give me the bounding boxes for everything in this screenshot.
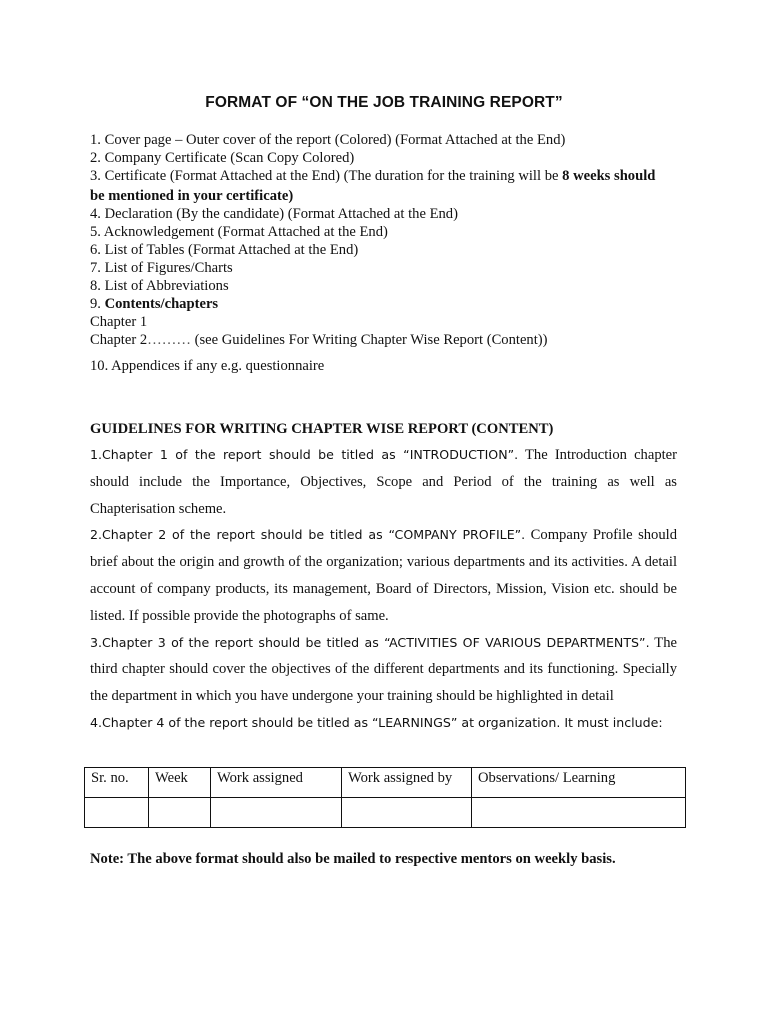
table-header-sr-no: Sr. no.: [85, 768, 149, 798]
table-cell: [472, 798, 686, 828]
list-item-acknowledgement: 5. Acknowledgement (Format Attached at the End): [90, 224, 388, 240]
list-item-cover-page: 1. Cover page – Outer cover of the report (Colored) (Format Attached at the End): [90, 132, 566, 148]
table-cell: [211, 798, 342, 828]
list-item-certificate-continued: be mentioned in your certificate): [90, 188, 294, 204]
list-item-company-certificate: 2. Company Certificate (Scan Copy Colored): [90, 150, 355, 166]
table-header-observations: Observations/ Learning: [472, 768, 686, 798]
list-item-list-of-figures: 7. List of Figures/Charts: [90, 260, 233, 276]
table-cell: [149, 798, 211, 828]
chapter-2-label: Chapter 2: [90, 332, 148, 348]
weekly-mail-note: Note: The above format should also be mailed to respective mentors on weekly basis.: [90, 851, 616, 867]
table-cell: [85, 798, 149, 828]
page-title: FORMAT OF “ON THE JOB TRAINING REPORT”: [205, 94, 563, 111]
guideline-chapter-2-title: 2.Chapter 2 of the report should be titled as “COMPANY PROFILE”.: [90, 527, 526, 543]
guideline-chapter-2-text: Company Profile should brief about the origin and growth of the organization; various departments and its activities. A detail account of company products, its management, Board of Directors, Mission, Vision etc. should be listed. If possible provide the photographs of same.: [90, 527, 678, 624]
learnings-table: [84, 767, 686, 828]
guidelines-body: [90, 442, 677, 737]
list-item-chapter-1: Chapter 1: [90, 314, 148, 330]
list-item-certificate: [90, 167, 690, 185]
guideline-chapter-3: [90, 630, 677, 710]
list-item-appendices: 10. Appendices if any e.g. questionnaire: [90, 358, 325, 374]
list-item-contents-label: Contents/chapters: [104, 296, 219, 312]
guideline-chapter-1-text: The Introduction chapter should include the Importance, Objectives, Scope and Period of the training as well as Chapterisation scheme.: [90, 447, 678, 517]
table-header-work-assigned-by: Work assigned by: [342, 768, 472, 798]
list-item-certificate-bold: 8 weeks should: [562, 168, 656, 184]
list-item-contents-number: 9.: [90, 296, 105, 312]
list-item-chapter-2: [90, 331, 690, 349]
table-header-row: [85, 768, 686, 798]
list-item-contents: [90, 295, 690, 313]
chapter-2-note: (see Guidelines For Writing Chapter Wise Report (Content)): [190, 332, 548, 348]
table-header-week: Week: [149, 768, 211, 798]
guideline-chapter-1: [90, 442, 677, 522]
list-item-list-of-tables: 6. List of Tables (Format Attached at the End): [90, 242, 359, 258]
guideline-chapter-2: [90, 522, 677, 629]
guideline-chapter-4-title: 4.Chapter 4 of the report should be titled as “LEARNINGS” at organization. It must include:: [90, 714, 663, 730]
table-row: [85, 798, 686, 828]
guideline-chapter-4: [90, 710, 677, 737]
list-item-declaration: 4. Declaration (By the candidate) (Format Attached at the End): [90, 206, 458, 222]
guideline-chapter-3-text: The third chapter should cover the objectives of the different departments and its functioning. Specially the department in which you have undergone your training should be highlighted in detail: [90, 634, 677, 705]
guidelines-heading: GUIDELINES FOR WRITING CHAPTER WISE REPORT (CONTENT): [90, 421, 554, 437]
guideline-chapter-3-title: 3.Chapter 3 of the report should be titled as “ACTIVITIES OF VARIOUS DEPARTMENTS”.: [90, 634, 650, 650]
list-item-certificate-text: 3. Certificate (Format Attached at the End) (The duration for the training will be: [90, 168, 563, 184]
chapter-2-dots: ………: [147, 332, 191, 348]
list-item-list-of-abbreviations: 8. List of Abbreviations: [90, 278, 229, 294]
guideline-chapter-1-title: 1.Chapter 1 of the report should be titled as “INTRODUCTION”.: [90, 447, 519, 462]
report-format-list: [90, 131, 690, 375]
table-header-work-assigned: Work assigned: [211, 768, 342, 798]
table-cell: [342, 798, 472, 828]
